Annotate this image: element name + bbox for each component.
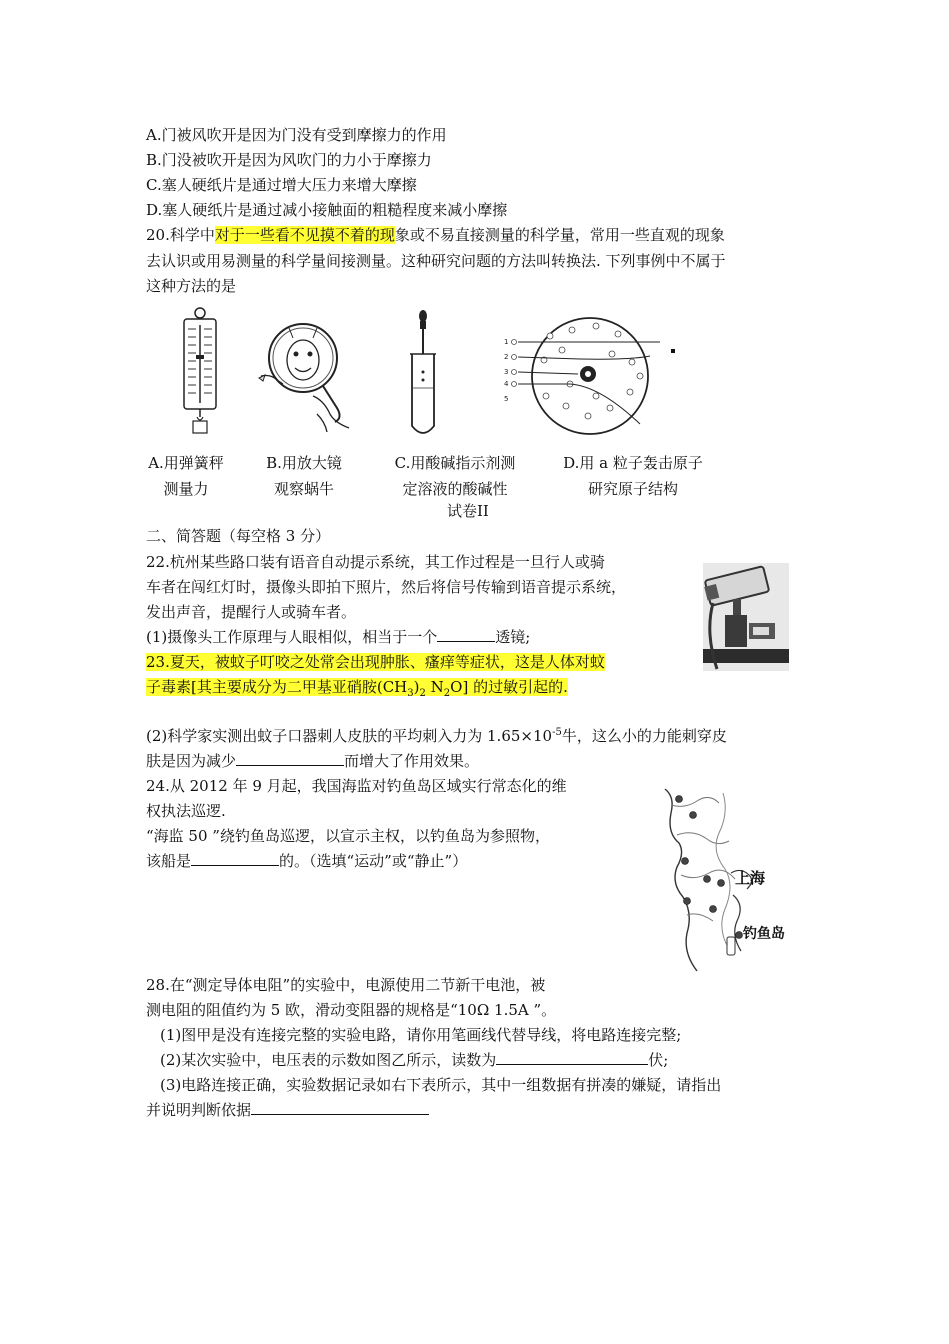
q22-line2: 车者在闯红灯时，摄像头即拍下照片，然后将信号传输到语音提示系统， [146,578,627,596]
atom-label-4: 4 [504,380,509,388]
q22-sub1 [146,626,530,648]
map-figure [663,785,803,973]
q23-sub-2b: 2 [443,688,451,699]
q24-line1: 24.从 2012 年 9 月起，我国海监对钓鱼岛区域实行常态化的维 [146,777,567,795]
paper2-title: 试卷II [447,502,489,520]
q22-line1: 22.杭州某些路口装有语音自动提示系统，其工作过程是一旦行人或骑 [146,553,605,571]
caption-b [258,450,350,502]
magnifier-figure [255,318,360,436]
q23-sub-2a: 2 [419,688,426,699]
q23-sub2-line2 [146,750,479,772]
caption-b-line1: B.用放大镜 [266,454,342,472]
q20-line2: 去认识或用易测量的科学量间接测量。这种研究问题的方法叫转换法. 下列事例中不属于 [146,252,726,270]
q28-sub2-tail: 伏; [648,1051,669,1069]
q24-line4-b: 的。（选填“运动”或“静止”） [279,852,468,870]
caption-d [548,450,718,502]
area-answer-blank[interactable] [236,750,344,766]
q20-prefix: 20.科学中 [146,226,215,244]
option-a-text: A.门被风吹开是因为门没有受到摩擦力的作用 [146,126,447,144]
q28-sub3-line2 [146,1099,429,1121]
q22-line3: 发出声音，提醒行人或骑车者。 [146,603,357,621]
q24-line2: 权执法巡逻. [146,802,226,820]
q28-line2: 测电阻的阻值约为 5 欧，滑动变阻器的规格是“10Ω 1.5A ”。 [146,1001,557,1019]
q28-line1: 28.在“测定导体电阻”的实验中，电源使用二节新干电池，被 [146,976,546,994]
atom-label-1: 1 [504,338,509,346]
q20-highlight: 对于一些看不见摸不着的现 [214,226,395,244]
q23-exponent: -5 [552,727,562,738]
q28-sub3-text: 并说明判断依据 [146,1101,252,1119]
q23-sub2-d: 而增大了作用效果。 [344,752,480,770]
map-drawing [663,785,803,973]
q28-sub2 [160,1049,668,1071]
caption-a-line1: A.用弹簧秤 [148,454,224,472]
stray-dot [671,349,675,353]
q28-sub3: (3)电路连接正确，实验数据记录如右下表所示，其中一组数据有拼凑的嫌疑，请指出 [160,1076,722,1094]
q20-line1 [146,224,725,246]
atom-scattering-figure [500,316,660,440]
q23-line2-text [146,678,568,699]
caption-d-line1: D.用 a 粒子轰击原子 [563,454,703,472]
lens-answer-blank[interactable] [437,626,495,642]
map-label-diaoyu: 钓鱼岛 [743,926,785,942]
section-heading: 二、简答题（每空格 3 分） [146,527,331,545]
atom-label-2: 2 [504,353,509,361]
caption-a-line2: 测量力 [163,480,209,498]
q24-line3: “海监 50 ”绕钓鱼岛巡逻，以宣示主权，以钓鱼岛为参照物， [146,827,550,845]
q22-sub1-tail: 透镜; [495,628,531,646]
q23-sub2-line1 [146,725,727,747]
q20-line3: 这种方法的是 [146,277,237,295]
map-label-shanghai: 上海 [735,869,766,887]
option-b-text: B.门没被吹开是因为风吹门的力小于摩擦力 [146,151,432,169]
q23-line2 [146,676,568,698]
option-c-text: C.塞人硬纸片是通过增大压力来增大摩擦 [146,176,417,194]
q23-formula-c: N [425,678,444,696]
q20-rest: 象或不易直接测量的科学量，常用一些直观的现象 [394,226,725,244]
option-d-text: D.塞人硬纸片是通过减小接触面的粗糙程度来减小摩擦 [146,201,508,219]
test-tube-figure [398,308,448,438]
q23-line1 [146,651,605,673]
caption-a [140,450,232,502]
voltage-answer-blank[interactable] [496,1049,648,1065]
q23-formula-d: O] 的过敏引起的. [450,678,568,696]
reason-answer-blank[interactable] [251,1099,429,1115]
q24-line4 [146,850,467,872]
caption-c-line1: C.用酸碱指示剂测 [394,454,516,472]
q22-sub1-text: (1)摄像头工作原理与人眼相似，相当于一个 [146,628,438,646]
q28-sub1: (1)图甲是没有连接完整的实验电路，请你用笔画线代替导线，将电路连接完整; [160,1026,682,1044]
q23-sub2-tail: 牛，这么小的力能刺穿皮 [561,727,727,745]
q23-sub2-c: 肤是因为减少 [146,752,237,770]
atom-label-5: 5 [504,395,509,403]
atom-label-3: 3 [504,368,509,376]
atom-labels [504,338,509,403]
caption-c [380,450,530,502]
caption-b-line2: 观察蜗牛 [273,480,334,498]
q28-sub2-text: (2)某次实验中，电压表的示数如图乙所示，读数为 [160,1051,497,1069]
q23-formula-b: ) [413,678,420,696]
q23-formula-a: 子毒素[其主要成分为二甲基亚硝胺(CH [146,678,408,696]
caption-c-line2: 定溶液的酸碱性 [402,480,508,498]
q23-line1-text: 23.夏天，被蚊子叮咬之处常会出现肿胀、瘙痒等症状，这是人体对蚊 [146,653,605,671]
q24-line4-a: 该船是 [146,852,192,870]
camera-photo [703,563,789,671]
q23-sub-3: 3 [407,688,414,699]
q23-sub2-text: (2)科学家实测出蚊子口器刺人皮肤的平均刺入力为 1.65×10 [146,727,553,745]
motion-answer-blank[interactable] [191,850,279,866]
caption-d-line2: 研究原子结构 [587,480,678,498]
spring-scale-figure [170,305,230,440]
